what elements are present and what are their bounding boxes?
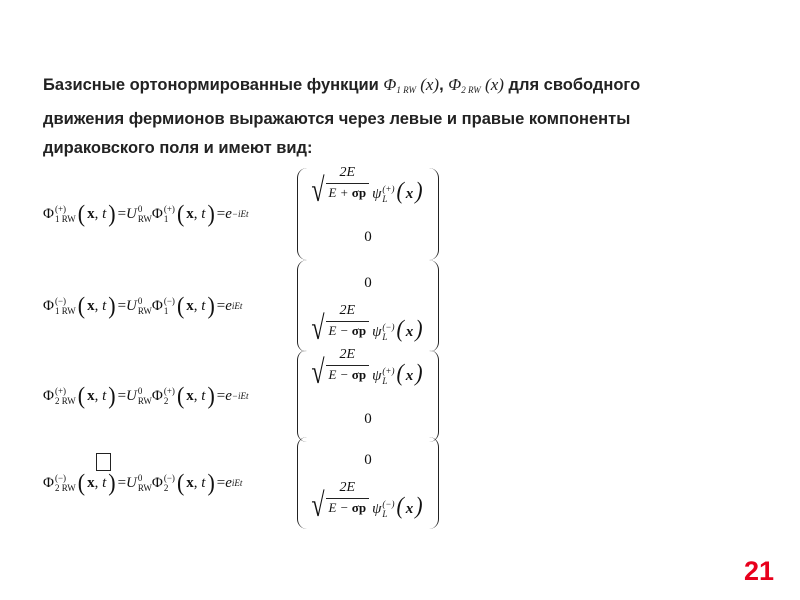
- sqrt-term: [311, 165, 424, 210]
- zero-entry: 0: [364, 274, 372, 291]
- func-phi2: $\Phi_{2 RW}$ (x): [448, 75, 504, 95]
- sqrt-sign-icon: √: [311, 354, 325, 392]
- equation-4: [43, 437, 463, 529]
- vector-row-bottom: [298, 480, 438, 529]
- intro-line-2: движения фермионов выражаются через левые и правые компоненты: [43, 110, 631, 128]
- equation-lhs: Φ (+) 1 RW ( x , t ) = U 0 RW Φ (+) 1 ( x , t ) = e −iEt: [43, 199, 249, 228]
- sqrt-term: [311, 347, 424, 392]
- psi-term: ψ (−) L ( x): [372, 491, 423, 520]
- fraction: 2E E − σp: [326, 321, 370, 339]
- intro-text-1: Базисные ортонормированные функции: [43, 76, 384, 94]
- equation-lhs: Φ (−) 2 RW ( x , t ) = U 0 RW Φ (−) 2 ( x , t ) = e iEt: [43, 468, 243, 497]
- equation-lhs: Φ (−) 1 RW ( x , t ) = U 0 RW Φ (−) 1 ( x , t ) = e iEt: [43, 291, 243, 320]
- vector-row-top: [298, 347, 438, 396]
- zero-entry: 0: [364, 410, 372, 427]
- fraction: 2E E − σp: [326, 498, 370, 516]
- equation-lhs: Φ (+) 2 RW ( x , t ) = U 0 RW Φ (+) 2 ( x , t ) = e −iEt: [43, 381, 249, 410]
- vector-row-top: [298, 165, 438, 214]
- intro-line-3: дираковского поля и имеют вид:: [43, 139, 313, 157]
- fraction: 2E E + σp: [326, 183, 370, 201]
- page-number: 21: [744, 556, 775, 586]
- fraction: 2E E − σp: [326, 365, 370, 383]
- psi-term: ψ (+) L ( x): [372, 176, 423, 205]
- intro-sep: ,: [439, 76, 449, 94]
- column-vector: [297, 165, 439, 260]
- func-phi1: $\Phi_{1 RW}$ (x): [383, 75, 440, 95]
- sqrt-sign-icon: √: [311, 172, 325, 210]
- zero-entry: 0: [364, 228, 372, 245]
- vector-row-bottom: [298, 396, 438, 442]
- vector-row-bottom: [298, 303, 438, 352]
- placeholder-box-icon: [96, 453, 111, 471]
- vector-row-top: [298, 260, 438, 306]
- psi-term: ψ (−) L ( x): [372, 314, 423, 343]
- column-vector: [297, 347, 439, 442]
- sqrt-sign-icon: √: [311, 310, 325, 348]
- equation-3: [43, 347, 463, 442]
- psi-term: ψ (+) L ( x): [372, 358, 423, 387]
- sqrt-sign-icon: √: [311, 487, 325, 525]
- column-vector: [297, 437, 439, 529]
- vector-row-top: [298, 437, 438, 483]
- zero-entry: 0: [364, 451, 372, 468]
- intro-paragraph: [43, 70, 743, 163]
- equation-2: [43, 260, 463, 352]
- intro-text-2: для свободного: [503, 76, 641, 94]
- sqrt-term: [311, 303, 424, 348]
- sqrt-term: [311, 480, 424, 525]
- vector-row-bottom: [298, 214, 438, 260]
- equation-1: [43, 165, 463, 260]
- column-vector: [297, 260, 439, 352]
